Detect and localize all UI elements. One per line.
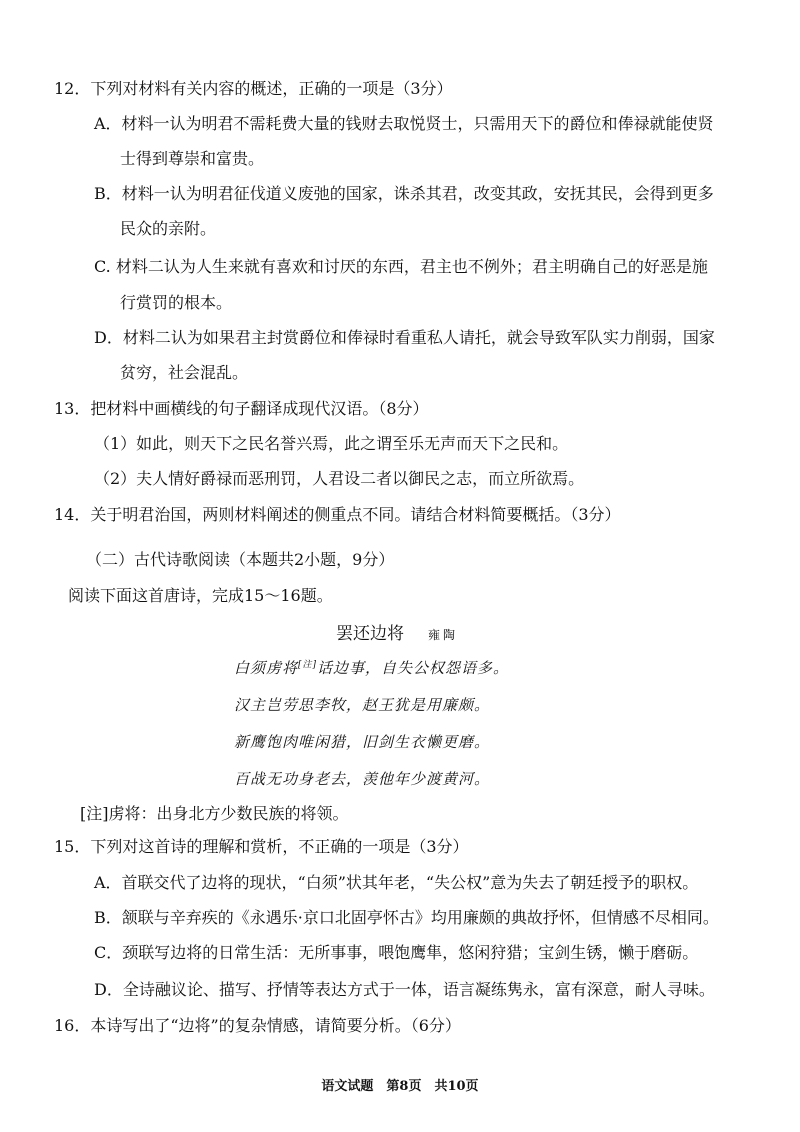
poem-line-1-a: 白须虏将 [234,659,299,677]
poem-line-1-b: 话边事，自失公权怨语多。 [317,659,510,677]
q12-option-a: A．材料一认为明君不需耗费大量的钱财去取悦贤士，只需用天下的爵位和俸禄就能使贤 [94,114,714,133]
q14-stem: 14．关于明君治国，两则材料阐述的侧重点不同。请结合材料简要概括。（3分） [54,505,621,524]
q13-sentence-2: （2）夫人情好爵禄而恶刑罚，人君设二者以御民之志，而立所欲焉。 [94,469,585,488]
poem-line-1 [234,657,509,679]
q16-stem: 16．本诗写出了“边将”的复杂情感，请简要分析。（6分） [54,1016,461,1035]
q12-option-d-cont: 贫穷，社会混乱。 [120,363,249,382]
q13-sentence-1: （1）如此，则天下之民名誉兴焉，此之谓至乐无声而天下之民和。 [94,434,569,453]
q12-option-c-cont: 行赏罚的根本。 [120,293,233,312]
q15-stem: 15．下列对这首诗的理解和赏析，不正确的一项是（3分） [54,837,469,856]
poem-line-2: 汉主岂劳思李牧，赵王犹是用廉颇。 [234,696,491,714]
q12-stem: 12．下列对材料有关内容的概述，正确的一项是（3分） [54,79,453,98]
poem-note-marker: [注] [298,660,318,670]
poem-note: [注]虏将：出身北方少数民族的将领。 [80,804,349,823]
section-intro: 阅读下面这首唐诗，完成15～16题。 [68,586,333,605]
q12-option-a-cont: 士得到尊崇和富贵。 [120,149,265,168]
q15-option-d: D．全诗融议论、描写、抒情等表达方式于一体，语言凝练隽永，富有深意，耐人寻味。 [94,980,715,999]
q12-option-d: D．材料二认为如果君主封赏爵位和俸禄时看重私人请托，就会导致军队实力削弱，国家 [94,328,715,347]
q15-option-c: C．颈联写边将的日常生活：无所事事，喂饱鹰隼，悠闲狩猎；宝剑生锈，懒于磨砺。 [94,943,699,962]
poem-title: 罢还边将 [336,624,404,644]
poem-line-4: 百战无功身老去，羡他年少渡黄河。 [234,770,491,788]
q13-stem: 13．把材料中画横线的句子翻译成现代汉语。（8分） [54,399,429,418]
q15-option-a: A．首联交代了边将的现状，“白须”状其年老，“失公权”意为失去了朝廷授予的职权。 [94,873,699,892]
poem-line-3: 新鹰饱肉唯闲猎，旧剑生衣懒更磨。 [234,733,491,751]
q15-option-b: B．颔联与辛弃疾的《永遇乐·京口北固亭怀古》均用廉颇的典故抒怀，但情感不尽相同。 [94,908,719,927]
poem-author: 雍陶 [428,628,459,642]
q12-option-c: C. 材料二认为人生来就有喜欢和讨厌的东西，君主也不例外；君主明确自己的好恶是施 [94,257,708,276]
poem-title-block [336,622,458,647]
page-footer: 语文试题 第8页 共10页 [321,1079,479,1094]
q12-option-b-cont: 民众的亲附。 [120,219,217,238]
q12-option-b: B．材料一认为明君征伐道义废弛的国家，诛杀其君，改变其政，安抚其民，会得到更多 [94,184,714,203]
section-heading: （二）古代诗歌阅读（本题共2小题，9分） [86,550,395,569]
